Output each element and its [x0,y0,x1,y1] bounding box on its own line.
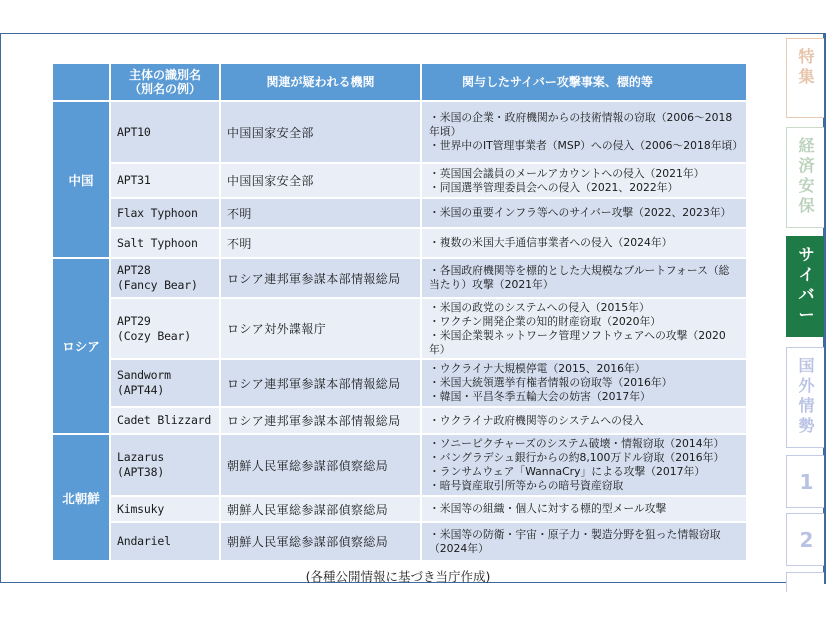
table-row [52,407,747,434]
events [421,359,747,407]
table-row [52,496,747,522]
organization: 不明 [220,198,421,228]
frame-right-edge [824,33,826,584]
table-row [52,163,747,198]
events [421,258,747,298]
organization: ロシア対外諜報庁 [220,298,421,359]
tab-char: 国 [798,356,815,375]
organization: ロシア連邦軍参謀本部情報総局 [220,359,421,407]
actor-name-line1: Lazarus [117,450,165,464]
event-item: ・ランサムウェア「WannaCry」による攻撃（2017年） [429,465,706,478]
organization: 朝鮮人民軍総参謀部偵察総局 [220,434,421,496]
header-actor-name-line2: （別名の例） [128,82,201,96]
events [421,407,747,434]
organization: 朝鮮人民軍総参謀部偵察総局 [220,522,421,561]
group-russia: ロシア [52,258,110,434]
tab-char: 保 [798,196,815,215]
tab-char: 2 [799,527,814,552]
table-row [52,522,747,561]
events [421,101,747,163]
group-north-korea: 北朝鮮 [52,434,110,561]
tab-char: イ [798,265,815,284]
event-item: ・米国等の組織・個人に対する標的型メール攻撃 [429,502,667,515]
tab-char: サ [798,245,815,264]
tab-char: 外 [798,376,815,395]
event-item: ・世界中のIT管理事業者（MSP）への侵入（2006～2018年頃） [429,139,744,152]
actor-name-line1: Sandworm [117,368,171,382]
events [421,496,747,522]
table-row [52,434,747,496]
side-tab-cyber-active[interactable] [786,236,826,337]
event-item: ・同国選挙管理委員会への侵入（2021、2022年） [429,180,679,194]
events [421,163,747,198]
event-item: ・韓国・平昌冬季五輪大会の妨害（2017年） [429,390,651,403]
organization: ロシア連邦軍参謀本部情報総局 [220,258,421,298]
actor-name: Flax Typhoon [110,198,220,228]
event-item: ・米国企業製ネットワーク管理ソフトウェアへの攻撃（2020年） [429,328,726,356]
tab-char: 勢 [798,416,815,435]
actor-name: Kimsuky [110,496,220,522]
actor-name-line2: (APT38) [117,465,165,479]
tab-char: 済 [798,156,815,175]
table-row [52,198,747,228]
event-item: ・米国の重要インフラ等へのサイバー攻撃（2022、2023年） [429,206,732,219]
actor-name [110,258,220,298]
organization: ロシア連邦軍参謀本部情報総局 [220,407,421,434]
organization: 中国国家安全部 [220,163,421,198]
event-item: ・米国大統領選挙有権者情報の窃取等（2016年） [429,376,673,389]
tab-char: 1 [799,469,814,494]
event-item: ・米国等の防衛・宇宙・原子力・製造分野を狙った情報窃取（2024年） [429,527,721,555]
event-item: ・英国国会議員のメールアカウントへの侵入（2021年） [429,166,705,180]
event-item: ・ウクライナ政府機関等のシステムへの侵入 [429,413,644,427]
table-row [52,101,747,163]
actor-name: Andariel [110,522,220,561]
event-item: ・米国の企業・政府機関からの技術情報の窃取（2006～2018年頃） [429,111,733,138]
organization: 中国国家安全部 [220,101,421,163]
events [421,434,747,496]
actor-name-line2: (Cozy Bear) [117,328,191,343]
side-tab-2[interactable] [786,513,826,566]
event-item: ・ワクチン開発企業の知的財産窃取（2020年） [429,314,662,328]
tab-char: ー [798,305,815,324]
header-actor-name-line1: 主体の識別名 [128,68,201,82]
actor-name: Cadet Blizzard [110,407,220,434]
organization: 朝鮮人民軍総参謀部偵察総局 [220,496,421,522]
event-item: ・米国の政党のシステムへの侵入（2015年） [429,300,650,314]
tab-char: 安 [798,176,815,195]
side-tab-foreign-affairs[interactable] [786,347,826,448]
table-row [52,298,747,359]
header-events: 関与したサイバー攻撃事案、標的等 [421,63,747,101]
cyber-actors-table [51,62,748,562]
event-item: ・暗号資産取引所等からの暗号資産窃取 [429,479,624,492]
header-group [52,63,110,101]
table-row [52,359,747,407]
tab-char: 特 [798,47,815,66]
events [421,298,747,359]
event-item: ・ウクライナ大規模停電（2015、2016年） [429,362,646,375]
actor-name: Salt Typhoon [110,228,220,258]
event-item: ・バングラデシュ銀行からの約8,100万ドル窃取（2016年） [429,451,725,464]
table-row [52,228,747,258]
header-actor-name [110,63,220,101]
actor-name-line2: (Fancy Bear) [117,278,198,292]
group-china: 中国 [52,101,110,258]
side-tab-economic-security[interactable] [786,127,826,228]
actor-name [110,298,220,359]
side-tab-1[interactable] [786,455,826,508]
tab-char: 経 [798,136,815,155]
organization: 不明 [220,228,421,258]
actor-name: APT31 [110,163,220,198]
events [421,522,747,561]
actor-name-line2: (APT44) [117,383,165,397]
actor-name-line1: APT28 [117,263,151,277]
source-caption: (各種公開情報に基づき当庁作成) [305,569,491,584]
event-item: ・ソニーピクチャーズのシステム破壊・情報窃取（2014年） [429,437,725,450]
header-organization: 関連が疑われる機関 [220,63,421,101]
actor-name: APT10 [110,101,220,163]
tab-char: 集 [798,67,815,86]
event-item: ・複数の米国大手通信事業者への侵入（2024年） [429,236,673,249]
table-row [52,258,747,298]
events [421,198,747,228]
side-tab-tokushu[interactable] [786,38,826,118]
events [421,228,747,258]
actor-name [110,434,220,496]
table-header-row [52,63,747,101]
tab-char: バ [798,285,815,304]
actor-name [110,359,220,407]
event-item: ・各国政府機関等を標的とした大規模なブルートフォース（総当たり）攻撃（2021年） [429,264,730,291]
side-tab-partial[interactable] [786,572,826,592]
tab-char: 情 [798,396,815,415]
actor-name-line1: APT29 [117,313,151,328]
